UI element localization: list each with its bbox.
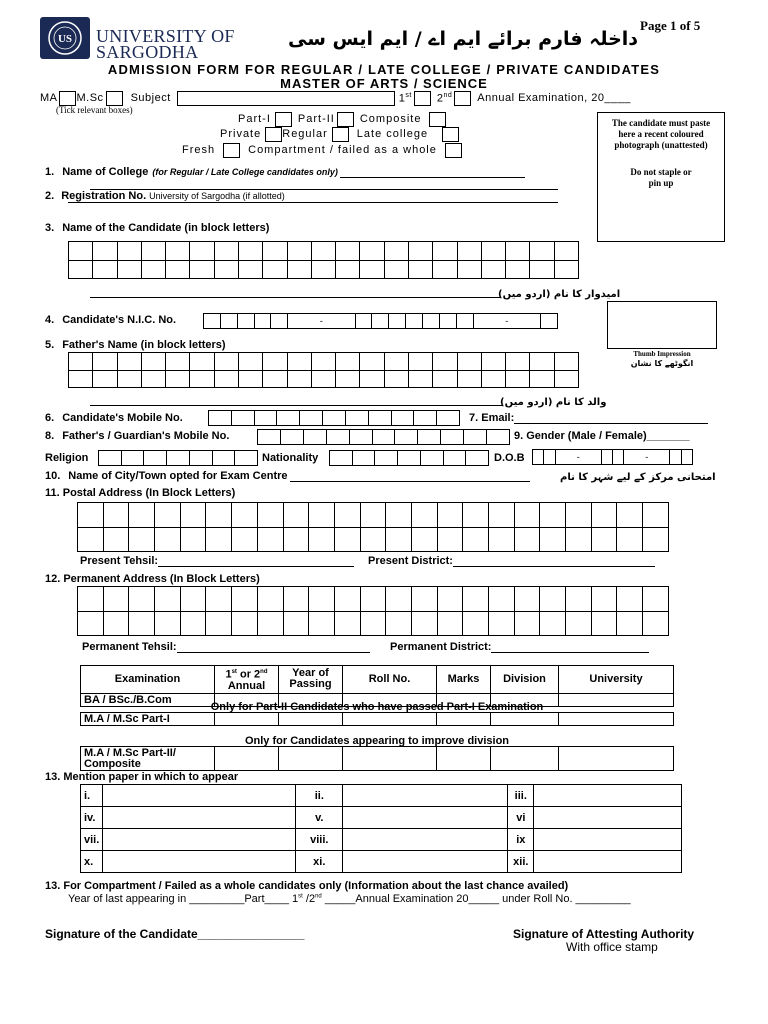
college-label: Name of College xyxy=(62,166,149,178)
present-tehsil-label: Present Tehsil: xyxy=(80,555,159,567)
paper-input[interactable] xyxy=(534,807,682,829)
private-label: Private xyxy=(220,128,262,140)
annual-exam-label: Annual Examination, 20____ xyxy=(477,92,631,104)
fresh-label: Fresh xyxy=(182,144,216,156)
field1-num: 1. xyxy=(45,166,55,178)
exam-table-ma1 xyxy=(80,712,674,726)
permanent-tehsil-label: Permanent Tehsil: xyxy=(82,641,177,653)
candidate-name-row xyxy=(45,222,269,234)
photo-box[interactable] xyxy=(597,112,725,242)
seal-text: US xyxy=(57,33,73,45)
present-district-input[interactable] xyxy=(453,556,655,567)
paper-label: xii. xyxy=(508,851,534,873)
paper-label: iv. xyxy=(81,807,103,829)
form-title: ADMISSION FORM FOR REGULAR / LATE COLLEGE / PRIVATE CANDIDATES xyxy=(107,62,661,77)
part2-label: Part-II xyxy=(297,113,335,125)
mode-row xyxy=(220,126,459,142)
improve-note: Only for Candidates appearing to improve division xyxy=(244,735,510,747)
paper-label: v. xyxy=(296,807,343,829)
registration-input[interactable] xyxy=(68,191,558,203)
ma1-university-cell[interactable] xyxy=(559,713,674,726)
religion-label: Religion xyxy=(45,452,89,464)
paper-input[interactable] xyxy=(534,829,682,851)
field3-num: 3. xyxy=(45,222,55,234)
permanent-tehsil-row xyxy=(82,641,370,653)
nic-dash-2: - xyxy=(473,314,540,329)
candidate-name-label: Name of the Candidate (in block letters) xyxy=(62,222,270,234)
registration-label: Registration No. xyxy=(61,190,147,202)
row-ba: BA / BSc./B.Com xyxy=(81,693,215,706)
nic-grid[interactable] xyxy=(203,313,558,329)
guardian-mobile-grid[interactable] xyxy=(257,429,510,445)
field4-num: 4. xyxy=(45,314,55,326)
college-input-line2[interactable] xyxy=(90,178,558,190)
nic-dash-1: - xyxy=(288,314,355,329)
subject-label: Subject xyxy=(130,92,171,104)
father-name-label: Father's Name (in block letters) xyxy=(62,339,226,351)
part2-note: Only for Part-II Candidates who have passed Part-I Examination xyxy=(210,701,544,713)
paper-label: x. xyxy=(81,851,103,873)
father-urdu-label: والد کا نام (اردو میں) xyxy=(500,397,607,408)
father-name-grid[interactable] xyxy=(68,352,579,388)
ma-checkbox[interactable] xyxy=(59,91,76,106)
field5-num: 5. xyxy=(45,339,55,351)
dob-dash-1: - xyxy=(555,450,601,465)
subject-field[interactable] xyxy=(177,91,395,106)
second-annual-checkbox[interactable] xyxy=(454,91,471,106)
postal-address-label: 11. Postal Address (In Block Letters) xyxy=(45,487,236,499)
dob-dash-2: - xyxy=(624,450,670,465)
ma1-year-cell[interactable] xyxy=(279,713,343,726)
seal-icon xyxy=(40,17,90,59)
nic-label: Candidate's N.I.C. No. xyxy=(62,314,177,326)
col-roll-no: Roll No. xyxy=(343,666,437,694)
father-urdu-name-input[interactable] xyxy=(90,394,502,406)
compartment-heading: 13. For Compartment / Failed as a whole candidates only (Information about the last chance availed) xyxy=(45,880,569,892)
composite-label: Composite xyxy=(359,113,422,125)
postal-address-grid[interactable] xyxy=(77,502,669,552)
guardian-mobile-row xyxy=(45,430,229,442)
ma2-year-cell[interactable] xyxy=(279,747,343,771)
status-row xyxy=(182,142,462,158)
msc-label: M.Sc xyxy=(76,92,104,104)
candidate-urdu-label: امیدوار کا نام (اردو میں) xyxy=(498,289,621,300)
urdu-title: داخلہ فارم برائے ایم اے / ایم ایس سی xyxy=(288,28,639,50)
paper-label: ii. xyxy=(296,785,343,807)
paper-label: vi xyxy=(508,807,534,829)
dob-label: D.O.B xyxy=(494,452,525,464)
paper-input[interactable] xyxy=(343,829,508,851)
paper-input[interactable] xyxy=(103,785,296,807)
ma2-university-cell[interactable] xyxy=(559,747,674,771)
field10-num: 10. xyxy=(45,470,61,482)
col-examination: Examination xyxy=(81,666,215,694)
father-name-row xyxy=(45,339,226,351)
row-ma1: M.A / M.Sc Part-I xyxy=(81,713,215,726)
ma1-division-cell[interactable] xyxy=(491,713,559,726)
permanent-address-grid[interactable] xyxy=(77,586,669,636)
tick-note: (Tick relevant boxes) xyxy=(56,105,133,115)
present-tehsil-row xyxy=(80,555,354,567)
ma2-roll-cell[interactable] xyxy=(343,747,437,771)
college-row xyxy=(45,166,525,178)
col-marks: Marks xyxy=(437,666,491,694)
regular-label: Regular xyxy=(282,128,328,140)
religion-grid[interactable] xyxy=(98,450,258,466)
page-label: Page 1 of 5 xyxy=(640,18,701,33)
paper-input[interactable] xyxy=(534,851,682,873)
thumb-label: Thumb Impression xyxy=(633,350,691,358)
program-row xyxy=(40,90,631,106)
exam-centre-input[interactable] xyxy=(290,471,530,482)
paper-label: viii. xyxy=(296,829,343,851)
candidate-urdu-name-input[interactable] xyxy=(90,286,500,298)
paper-input[interactable] xyxy=(343,785,508,807)
candidate-name-grid[interactable] xyxy=(68,241,579,279)
university-name-line1: UNIVERSITY OF xyxy=(96,26,235,46)
email-label: 7. Email: xyxy=(469,412,515,424)
university-seal xyxy=(40,17,90,59)
field6-num: 6. xyxy=(45,412,55,424)
form-subtitle: MASTER OF ARTS / SCIENCE xyxy=(280,76,488,91)
guardian-mobile-label: Father's / Guardian's Mobile No. xyxy=(62,430,230,442)
paper-label: ix xyxy=(508,829,534,851)
mobile-row xyxy=(45,412,183,424)
permanent-address-label: 12. Permanent Address (In Block Letters) xyxy=(45,573,260,585)
thumb-box[interactable] xyxy=(607,301,717,349)
paper-label: i. xyxy=(81,785,103,807)
exam-centre-urdu-label: امتحانی مرکز کے لیے شہر کا نام xyxy=(560,472,716,483)
permanent-district-row xyxy=(390,641,649,653)
ma2-annual-cell[interactable] xyxy=(215,747,279,771)
col-division: Division xyxy=(491,666,559,694)
late-college-checkbox[interactable] xyxy=(442,127,459,142)
first-annual-checkbox[interactable] xyxy=(414,91,431,106)
field8-num: 8. xyxy=(45,430,55,442)
col-university: University xyxy=(559,666,674,694)
thumb-urdu-label: انگوٹھے کا نشان xyxy=(630,359,694,368)
email-input[interactable] xyxy=(514,413,708,424)
mobile-label: Candidate's Mobile No. xyxy=(62,412,183,424)
msc-checkbox[interactable] xyxy=(106,91,123,106)
first-label: 1st xyxy=(398,91,412,105)
composite-checkbox[interactable] xyxy=(429,112,446,127)
exam-table-ma2 xyxy=(80,746,674,771)
col-annual: 1st or 2nd Annual xyxy=(215,666,279,694)
paper-input[interactable] xyxy=(534,785,682,807)
nic-row xyxy=(45,314,176,326)
college-input[interactable] xyxy=(340,166,525,178)
university-name-line2: SARGODHA xyxy=(96,42,199,62)
part2-checkbox[interactable] xyxy=(337,112,354,127)
field2-num: 2. xyxy=(45,190,55,202)
late-college-label: Late college xyxy=(356,128,429,140)
nationality-grid[interactable] xyxy=(329,450,489,466)
compartment-line[interactable]: Year of last appearing in _________Part____ 1st /2nd _____Annual Examination 20_____ under Roll No. _________ xyxy=(68,893,631,905)
paper-input[interactable] xyxy=(103,807,296,829)
attesting-authority-signature[interactable]: Signature of Attesting Authority xyxy=(513,927,695,941)
exam-centre-label: Name of City/Town opted for Exam Centre xyxy=(68,470,288,482)
part1-label: Part-I xyxy=(238,113,271,125)
paper-label: vii. xyxy=(81,829,103,851)
registration-note: University of Sargodha (if allotted) xyxy=(149,191,285,201)
col-year: Year of Passing xyxy=(279,666,343,694)
dob-grid[interactable] xyxy=(532,449,693,465)
present-district-label: Present District: xyxy=(368,555,453,567)
compartment-checkbox[interactable] xyxy=(445,143,462,158)
regular-checkbox[interactable] xyxy=(332,127,349,142)
ma2-division-cell[interactable] xyxy=(491,747,559,771)
permanent-tehsil-input[interactable] xyxy=(177,642,370,653)
nationality-label: Nationality xyxy=(262,452,319,464)
exam-centre-row xyxy=(45,470,530,482)
present-tehsil-input[interactable] xyxy=(158,556,354,567)
gender-label[interactable]: 9. Gender (Male / Female)_______ xyxy=(514,430,690,442)
email-row xyxy=(469,412,708,424)
ma2-marks-cell[interactable] xyxy=(437,747,491,771)
present-district-row xyxy=(368,555,655,567)
permanent-district-input[interactable] xyxy=(491,642,649,653)
private-checkbox[interactable] xyxy=(265,127,282,142)
ma1-annual-cell[interactable] xyxy=(215,713,279,726)
paper-input[interactable] xyxy=(343,851,508,873)
candidate-signature[interactable]: Signature of the Candidate________________ xyxy=(45,927,305,941)
part-row xyxy=(238,111,446,127)
paper-input[interactable] xyxy=(343,807,508,829)
papers-table xyxy=(80,784,682,873)
ma1-marks-cell[interactable] xyxy=(437,713,491,726)
mobile-grid[interactable] xyxy=(208,410,460,426)
college-note: (for Regular / Late College candidates only) xyxy=(152,167,338,177)
second-label: 2nd xyxy=(436,91,453,105)
fresh-checkbox[interactable] xyxy=(223,143,240,158)
permanent-district-label: Permanent District: xyxy=(390,641,492,653)
photo-instructions: The candidate must paste here a recent coloured photograph (unattested) xyxy=(611,118,711,150)
paper-label: xi. xyxy=(296,851,343,873)
office-stamp-note: With office stamp xyxy=(566,940,658,954)
row-ma2: M.A / M.Sc Part-II/ Composite xyxy=(81,747,215,771)
paper-label: iii. xyxy=(508,785,534,807)
paper-input[interactable] xyxy=(103,829,296,851)
paper-input[interactable] xyxy=(103,851,296,873)
part1-checkbox[interactable] xyxy=(275,112,292,127)
ma-label: MA xyxy=(40,92,58,104)
compartment-label: Compartment / failed as a whole xyxy=(248,144,437,156)
ma1-roll-cell[interactable] xyxy=(343,713,437,726)
papers-label: 13. Mention paper in which to appear xyxy=(45,771,239,783)
photo-staple-note: Do not staple or pin up xyxy=(630,167,692,188)
